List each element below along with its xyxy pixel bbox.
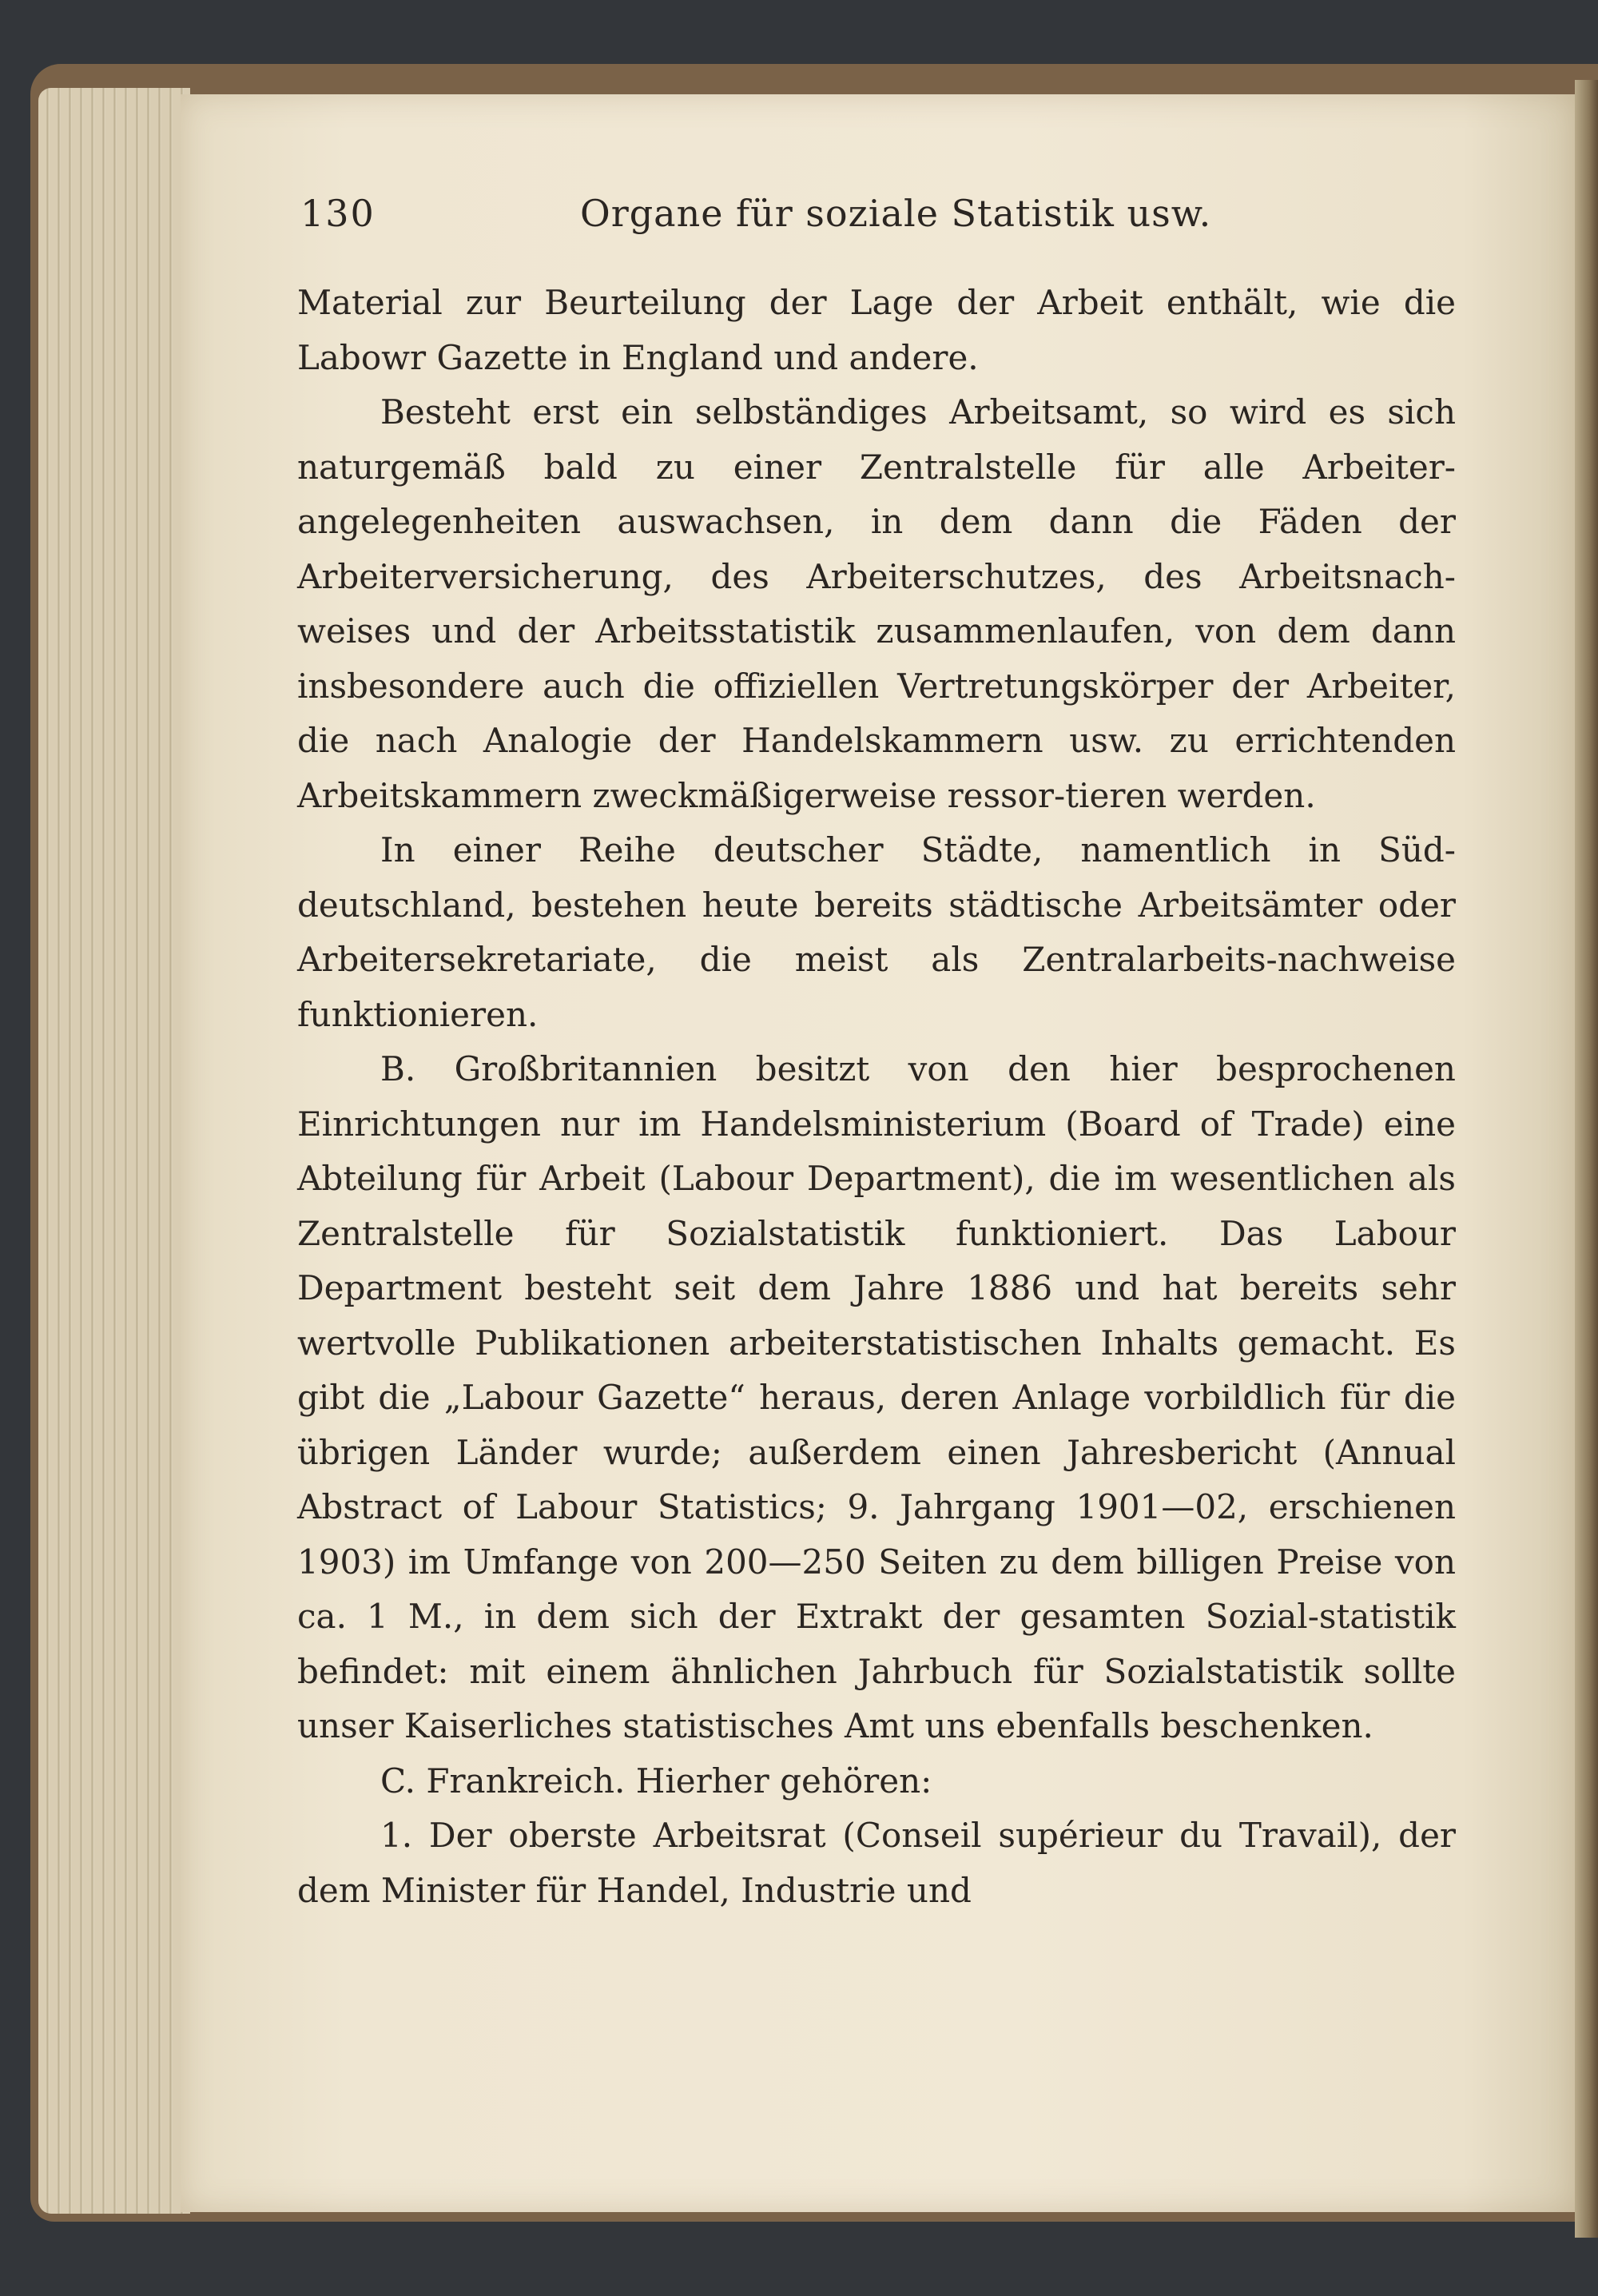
- paragraph-staedte: In einer Reihe deutscher Städte, namentlich in Süd-deutschland, bestehen heute bereits städtische Arbeitsämter oder Arbeitersekretariate, die meist als Zentralarbeits-nachweise funktionieren.: [297, 830, 1456, 1034]
- page-header: [300, 192, 1451, 240]
- page-number: 130: [300, 192, 376, 235]
- running-head: Organe für soziale Statistik usw.: [580, 192, 1212, 235]
- page-edges: [38, 88, 190, 2214]
- paragraph-grossbritannien: B. Großbritannien besitzt von den hier besprochenen Einrichtungen nur im Handelsministerium (Board of Trade) eine Abteilung für Arbeit (Labour Department), die im wesentlichen als Zentralstelle für Sozialstatistik funktioniert. Das Labour Department besteht seit dem Jahre 1886 und hat bereits sehr wertvolle Publikationen arbeiterstatistischen Inhalts gemacht. Es gibt die „Labour Gazette“ heraus, deren Anlage vorbildlich für die übrigen Länder wurde; außerdem einen Jahresbericht (Annual Abstract of Labour Statistics; 9. Jahrgang 1901—02, erschienen 1903) im Umfange von 200—250 Seiten zu dem billigen Preise von ca. 1 M., in dem sich der Extrakt der gesamten Sozial-statistik befindet: mit einem ähnlichen Jahrbuch für Sozialstatistik sollte unser Kaiserliches statistisches Amt uns ebenfalls beschenken.: [297, 1049, 1456, 1745]
- body-text: [297, 276, 1456, 1918]
- paragraph-arbeitsamt: Besteht erst ein selbständiges Arbeitsamt, so wird es sich naturgemäß bald zu einer Zentralstelle für alle Arbeiter-angelegenheiten auswachsen, in dem dann die Fäden der Arbeiterversicherung, des Arbeiterschutzes, des Arbeitsnach-weises und der Arbeitsstatistik zusammenlaufen, von dem dann insbesondere auch die offiziellen Vertretungskörper der Arbeiter, die nach Analogie der Handelskammern usw. zu errichtenden Arbeitskammern zweckmäßigerweise ressor-tieren werden.: [297, 392, 1456, 815]
- paragraph-frankreich: C. Frankreich. Hierher gehören:: [380, 1761, 932, 1801]
- paragraph-oberste-arbeitsrat: 1. Der oberste Arbeitsrat (Conseil supérieur du Travail), der dem Minister für Handel, Industrie und: [297, 1816, 1456, 1910]
- paragraph-continuation: Material zur Beurteilung der Lage der Arbeit enthält, wie die Labowr Gazette in England und andere.: [297, 283, 1456, 377]
- book-gutter: [1575, 80, 1598, 2238]
